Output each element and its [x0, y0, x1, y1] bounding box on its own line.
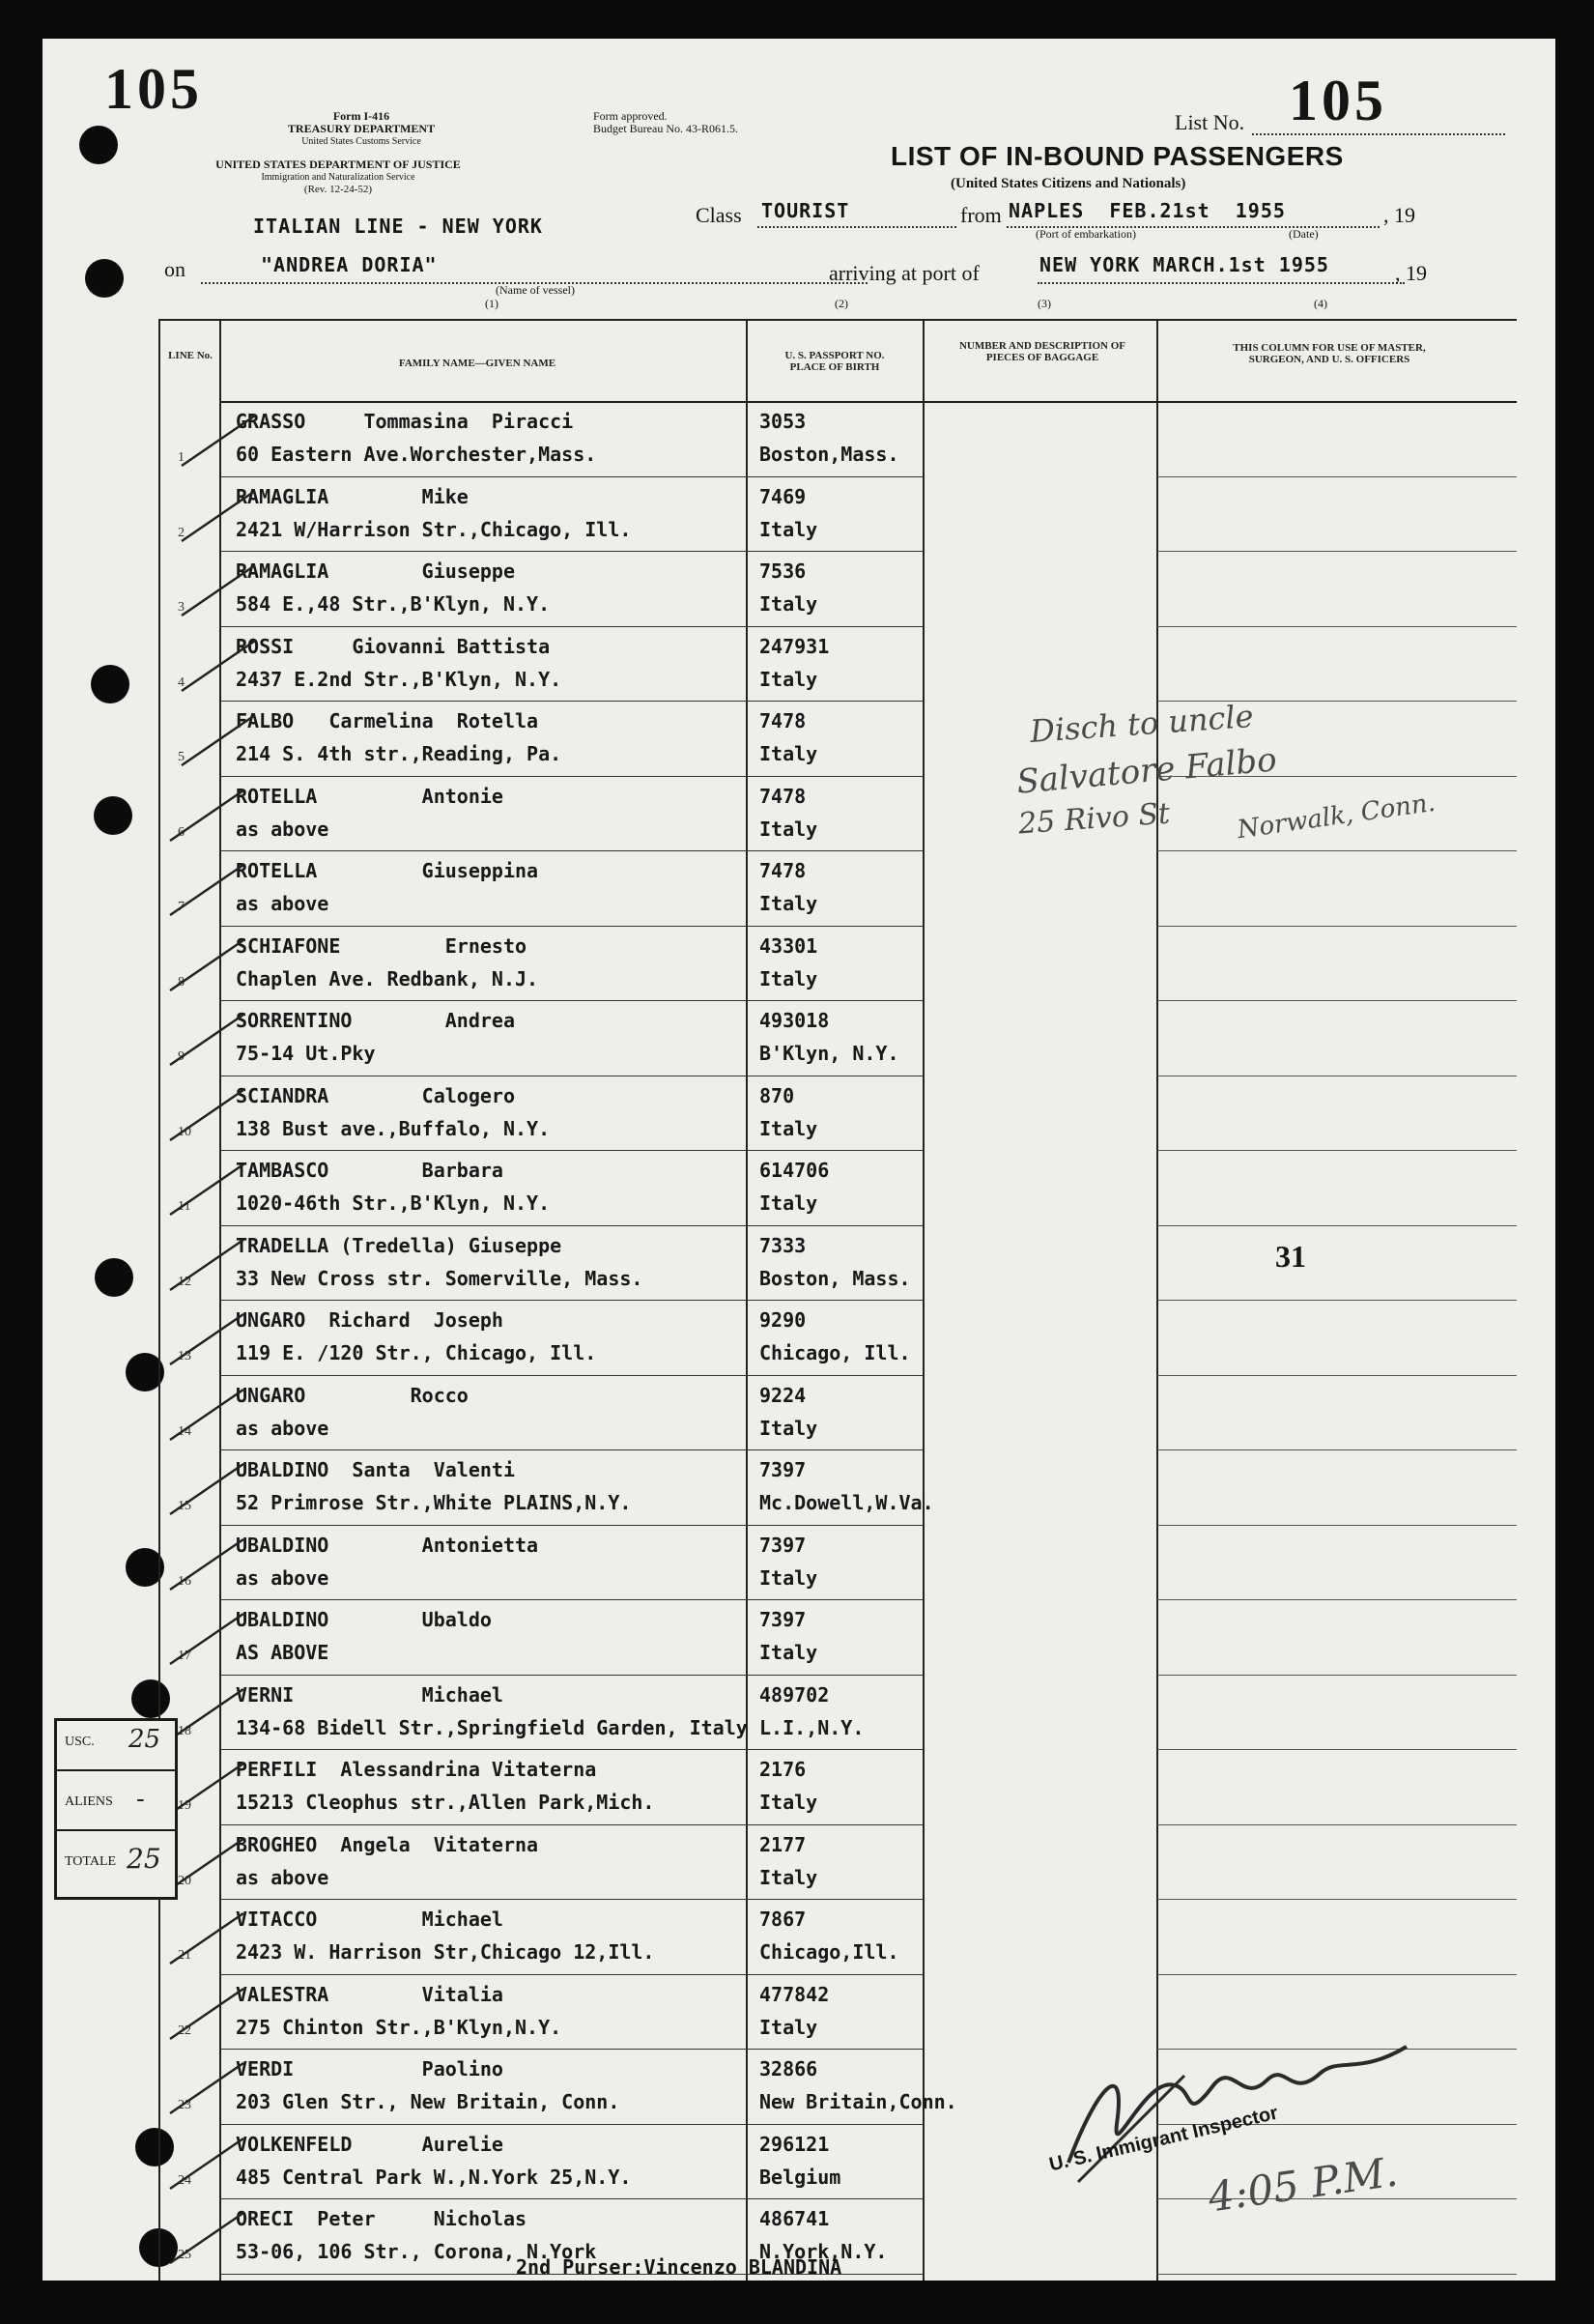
place-of-birth: Italy: [759, 1116, 818, 1140]
row-separator-right: [1157, 476, 1517, 477]
place-of-birth: Italy: [759, 1565, 818, 1590]
place-of-birth: Mc.Dowell,W.Va.: [759, 1491, 934, 1514]
table-top-border: [158, 319, 1517, 321]
check-mark-icon: [166, 1161, 253, 1219]
check-mark-icon: [178, 711, 265, 769]
place-of-birth: N.York,N.Y.: [759, 2240, 888, 2263]
passenger-name: VOLKENFELD Aurelie: [236, 2132, 503, 2156]
line-number: 24: [178, 2172, 191, 2188]
header-baggage: NUMBER AND DESCRIPTION OF PIECES OF BAGGAGE: [958, 340, 1126, 363]
passenger-address: 2437 E.2nd Str.,B'Klyn, N.Y.: [236, 667, 562, 691]
header-line-no: LINE No.: [168, 350, 213, 361]
row-separator: [220, 1675, 923, 1676]
passenger-address: 1020-46th Str.,B'Klyn, N.Y.: [236, 1191, 551, 1215]
row-separator: [220, 1974, 923, 1975]
column-number-4: (4): [1314, 297, 1327, 310]
class-value: TOURIST: [761, 199, 850, 222]
purser-signature-line: 2nd Purser:Vincenzo BLANDINA: [516, 2255, 842, 2279]
check-mark-icon: [166, 1835, 253, 1893]
line-number: 22: [178, 2023, 191, 2038]
row-separator-right: [1157, 1375, 1517, 1376]
line-number: 7: [178, 900, 185, 914]
line-number: 16: [178, 1573, 191, 1589]
passenger-name: VALESTRA Vitalia: [236, 1982, 503, 2006]
tally-total-value: 25: [127, 1843, 161, 1875]
check-mark-icon: [166, 1535, 253, 1593]
passport-number: 296121: [759, 2132, 830, 2156]
passenger-name: GRASSO Tommasina Piracci: [236, 410, 574, 433]
row-separator: [220, 551, 923, 552]
port-caption: (Port of embarkation): [1036, 227, 1136, 241]
check-mark-icon: [166, 2209, 253, 2267]
row-separator: [220, 1599, 923, 1600]
passenger-name: PERFILI Alessandrina Vitaterna: [236, 1758, 597, 1781]
place-of-birth: New Britain,Conn.: [759, 2090, 957, 2113]
passport-number: 7333: [759, 1233, 807, 1257]
passenger-name: ROTELLA Giuseppina: [236, 859, 539, 882]
stamp-number-left: 105: [104, 57, 203, 121]
row-separator: [220, 1225, 923, 1226]
passport-number: 7867: [759, 1908, 807, 1931]
line-number: 5: [178, 750, 185, 764]
passport-number: 489702: [759, 1682, 830, 1707]
place-of-birth: Chicago,Ill.: [759, 1940, 899, 1964]
vessel-name: "ANDREA DORIA": [261, 253, 438, 276]
line-number: 20: [178, 1873, 191, 1888]
list-subtitle: (United States Citizens and Nationals): [951, 176, 1186, 191]
treasury-department: TREASURY DEPARTMENT: [287, 122, 436, 135]
row-separator-right: [1157, 850, 1517, 851]
vessel-caption: (Name of vessel): [496, 283, 575, 297]
row-separator: [220, 476, 923, 477]
place-of-birth: Italy: [759, 667, 818, 691]
passenger-address: 214 S. 4th str.,Reading, Pa.: [236, 742, 562, 765]
passenger-address: 138 Bust ave.,Buffalo, N.Y.: [236, 1116, 551, 1140]
customs-service: United States Customs Service: [301, 136, 421, 147]
passenger-name: UBALDINO Antonietta: [236, 1533, 539, 1557]
arriving-line: [1038, 282, 1405, 284]
passport-number: 2176: [759, 1758, 807, 1781]
arriving-value: NEW YORK MARCH.1st 1955: [1039, 253, 1329, 276]
passport-number: 7478: [759, 709, 807, 732]
passport-number: 2177: [759, 1832, 807, 1856]
line-number: 1: [178, 450, 185, 465]
row-separator-right: [1157, 1150, 1517, 1151]
passenger-address: 485 Central Park W.,N.York 25,N.Y.: [236, 2165, 632, 2189]
check-mark-icon: [178, 487, 265, 545]
tally-usc-value: 25: [128, 1725, 161, 1754]
passenger-address: as above: [236, 1416, 329, 1440]
row-separator: [220, 2049, 923, 2050]
line-number: 12: [178, 1274, 191, 1289]
passenger-address: 15213 Cleophus str.,Allen Park,Mich.: [236, 1791, 655, 1814]
line-number: 17: [178, 1649, 191, 1663]
check-mark-icon: [178, 637, 265, 695]
line-number: 11: [178, 1199, 191, 1214]
row-separator: [220, 1449, 923, 1450]
passenger-address: 75-14 Ut.Pky: [236, 1042, 376, 1065]
immigration-service: Immigration and Naturalization Service: [261, 172, 415, 183]
passenger-name: UBALDINO Ubaldo: [236, 1608, 492, 1631]
passenger-name: TRADELLA (Tredella) Giuseppe: [236, 1233, 562, 1257]
row-separator-right: [1157, 1599, 1517, 1600]
passport-number: 7397: [759, 1608, 807, 1631]
passenger-address: 53-06, 106 Str., Corona, N.York: [236, 2240, 597, 2263]
passenger-address: as above: [236, 892, 329, 915]
passenger-name: FALBO Carmelina Rotella: [236, 709, 539, 732]
list-no-line: [1252, 133, 1505, 135]
line-number: 4: [178, 674, 185, 690]
row-separator: [220, 1824, 923, 1825]
check-mark-icon: [166, 1985, 253, 2043]
row-separator: [220, 1300, 923, 1301]
budget-bureau: Budget Bureau No. 43-R061.5.: [593, 122, 738, 135]
check-mark-icon: [166, 1086, 253, 1144]
passenger-address: as above: [236, 817, 329, 841]
handwritten-note-line3: 25 Rivo St: [1016, 796, 1172, 842]
passenger-name: BROGHEO Angela Vitaterna: [236, 1832, 539, 1856]
from-label: from: [960, 203, 1002, 227]
passenger-address: as above: [236, 1565, 329, 1590]
check-mark-icon: [166, 1760, 253, 1818]
passport-number: 7478: [759, 784, 807, 808]
line-number: 8: [178, 974, 185, 990]
handwritten-note-line4: Norwalk, Conn.: [1235, 788, 1437, 846]
row-separator-right: [1157, 1675, 1517, 1676]
row-separator-right: [1157, 626, 1517, 627]
punch-hole: [79, 126, 118, 164]
form-approved: Form approved.: [593, 109, 668, 123]
list-title: LIST OF IN-BOUND PASSENGERS: [891, 141, 1344, 171]
passenger-address: 2423 W. Harrison Str,Chicago 12,Ill.: [236, 1940, 655, 1964]
place-of-birth: Italy: [759, 1416, 818, 1440]
place-of-birth: Italy: [759, 2015, 818, 2039]
punch-hole: [95, 1258, 133, 1297]
place-of-birth: Italy: [759, 592, 818, 616]
table-left-border: [158, 319, 160, 2281]
line-number: 10: [178, 1124, 191, 1139]
place-of-birth: Italy: [759, 892, 818, 915]
check-mark-icon: [178, 412, 265, 470]
check-mark-icon: [166, 1610, 253, 1668]
row-separator-right: [1157, 1525, 1517, 1526]
row-separator: [220, 1000, 923, 1001]
passport-number: 32866: [759, 2057, 818, 2080]
place-of-birth: Italy: [759, 966, 818, 990]
place-of-birth: Italy: [759, 1191, 818, 1215]
check-mark-icon: [166, 861, 253, 919]
row-separator-right: [1157, 926, 1517, 927]
row-separator-right: [1157, 1899, 1517, 1900]
row-separator: [220, 1749, 923, 1750]
row-separator-right: [1157, 1300, 1517, 1301]
col-divider-passport: [923, 319, 925, 2281]
passenger-name: RAMAGLIA Mike: [236, 484, 469, 508]
justice-department: UNITED STATES DEPARTMENT OF JUSTICE: [215, 158, 461, 171]
passport-number: 7469: [759, 484, 807, 508]
check-mark-icon: [166, 2135, 253, 2193]
row-separator: [220, 776, 923, 777]
passenger-name: UNGARO Rocco: [236, 1383, 469, 1407]
passenger-name: SORRENTINO Andrea: [236, 1009, 515, 1032]
passport-number: 477842: [759, 1982, 830, 2006]
place-of-birth: Italy: [759, 817, 818, 841]
passenger-name: ROTELLA Antonie: [236, 784, 503, 808]
passenger-address: 2421 W/Harrison Str.,Chicago, Ill.: [236, 517, 632, 541]
line-number: 2: [178, 525, 185, 540]
tally-total-label: TOTALE: [65, 1854, 117, 1869]
row-separator: [220, 1525, 923, 1526]
check-mark-icon: [166, 1909, 253, 1967]
passenger-name: UNGARO Richard Joseph: [236, 1308, 503, 1332]
place-of-birth: B'Klyn, N.Y.: [759, 1042, 899, 1065]
place-of-birth: Boston,Mass.: [759, 443, 899, 466]
year-suffix: , 19: [1383, 203, 1415, 227]
passport-number: 870: [759, 1083, 795, 1107]
line-number: 19: [178, 1798, 191, 1813]
check-mark-icon: [166, 936, 253, 994]
tally-usc-label: USC.: [65, 1735, 95, 1749]
place-of-birth: Italy: [759, 517, 818, 541]
passenger-name: ROSSI Giovanni Battista: [236, 634, 551, 658]
line-number: 21: [178, 1948, 191, 1963]
passenger-address: AS ABOVE: [236, 1641, 329, 1664]
form-number: Form I-416: [332, 109, 390, 123]
line-number: 15: [178, 1499, 191, 1513]
row-separator: [220, 2124, 923, 2125]
line-number: 18: [178, 1723, 191, 1738]
check-mark-icon: [166, 1011, 253, 1069]
inspector-caption: U. S. Immigrant Inspector: [1047, 2102, 1281, 2176]
place-of-birth: Italy: [759, 742, 818, 765]
passenger-address: 203 Glen Str., New Britain, Conn.: [236, 2090, 620, 2113]
passenger-address: 584 E.,48 Str.,B'Klyn, N.Y.: [236, 592, 551, 616]
arriving-year-suffix: , 19: [1395, 261, 1427, 285]
place-of-birth: Boston, Mass.: [759, 1266, 911, 1290]
passenger-name: UBALDINO Santa Valenti: [236, 1458, 515, 1481]
line-number: 9: [178, 1049, 185, 1064]
handwritten-note-line1: Disch to uncle: [1028, 697, 1255, 751]
column-number-1: (1): [485, 297, 498, 310]
place-of-birth: Italy: [759, 1791, 818, 1814]
passport-number: 9290: [759, 1308, 807, 1332]
row-separator: [220, 2198, 923, 2199]
column-number-2: (2): [835, 297, 848, 310]
passenger-name: RAMAGLIA Giuseppe: [236, 559, 515, 583]
check-mark-icon: [166, 787, 253, 845]
shipping-line: ITALIAN LINE - NEW YORK: [253, 215, 543, 238]
line-number: 25: [178, 2248, 191, 2262]
passenger-name: SCIANDRA Calogero: [236, 1083, 515, 1107]
passenger-address: 60 Eastern Ave.Worchester,Mass.: [236, 443, 597, 466]
header-name: FAMILY NAME—GIVEN NAME: [398, 358, 556, 369]
passport-number: 7536: [759, 559, 807, 583]
row-separator: [220, 1375, 923, 1376]
passport-number: 7478: [759, 859, 807, 882]
passenger-address: as above: [236, 1865, 329, 1889]
line-number: 13: [178, 1349, 191, 1363]
row-separator-right: [1157, 1449, 1517, 1450]
passenger-address: 134-68 Bidell Str.,Springfield Garden, Italy: [236, 1715, 748, 1739]
row-separator-right: [1157, 551, 1517, 552]
inspection-time: 4:05 P.M.: [1205, 2147, 1401, 2222]
check-mark-icon: [166, 2059, 253, 2117]
passport-number: 7397: [759, 1458, 807, 1481]
passenger-name: SCHIAFONE Ernesto: [236, 933, 527, 958]
passport-number: 247931: [759, 634, 830, 658]
punch-hole: [91, 665, 129, 703]
passenger-name: VERDI Paolino: [236, 2057, 503, 2080]
row-separator: [220, 626, 923, 627]
passenger-address: 33 New Cross str. Somerville, Mass.: [236, 1266, 643, 1290]
row-separator-right: [1157, 1974, 1517, 1975]
form-revision: (Rev. 12-24-52): [303, 184, 373, 195]
passenger-name: VITACCO Michael: [236, 1908, 503, 1931]
check-mark-icon: [166, 1685, 253, 1743]
passenger-name: VERNI Michael: [236, 1682, 503, 1707]
passenger-address: 52 Primrose Str.,White PLAINS,N.Y.: [236, 1491, 632, 1514]
row-separator: [220, 1899, 923, 1900]
row-separator-right: [1157, 1749, 1517, 1750]
handwritten-note-line2: Salvatore Falbo: [1014, 740, 1279, 802]
line-number: 23: [178, 2098, 191, 2112]
row-separator-right: [1157, 1824, 1517, 1825]
passport-number: 493018: [759, 1009, 830, 1032]
place-of-birth: Italy: [759, 1865, 818, 1889]
line-number: 6: [178, 824, 185, 840]
passenger-name: TAMBASCO Barbara: [236, 1159, 503, 1182]
passenger-name: ORECI Peter Nicholas: [236, 2207, 527, 2230]
passport-number: 486741: [759, 2207, 830, 2230]
punch-hole: [94, 796, 132, 835]
row-separator-right: [1157, 1000, 1517, 1001]
passenger-address: Chaplen Ave. Redbank, N.J.: [236, 966, 539, 990]
header-passport: U. S. PASSPORT NO. PLACE OF BIRTH: [784, 350, 885, 373]
count-annotation: 31: [1275, 1239, 1306, 1274]
passenger-address: 119 E. /120 Str., Chicago, Ill.: [236, 1341, 597, 1364]
check-mark-icon: [166, 1236, 253, 1294]
on-label: on: [164, 257, 185, 281]
place-of-birth: Belgium: [759, 2165, 841, 2189]
passport-number: 3053: [759, 410, 807, 433]
place-of-birth: Italy: [759, 1641, 818, 1664]
row-separator: [220, 701, 923, 702]
line-number: 3: [178, 600, 185, 615]
passport-number: 43301: [759, 933, 818, 958]
date-caption: (Date): [1289, 227, 1319, 241]
row-separator: [220, 850, 923, 851]
header-bottom-border: [220, 401, 1517, 403]
row-separator-right: [1157, 1225, 1517, 1226]
passport-number: 9224: [759, 1383, 807, 1407]
arriving-label: arriving at port of: [829, 261, 980, 285]
tally-aliens-label: ALIENS: [65, 1794, 113, 1809]
passport-number: 614706: [759, 1159, 830, 1182]
list-no-label: List No.: [1175, 110, 1245, 134]
class-line: [757, 226, 956, 228]
check-mark-icon: [178, 561, 265, 619]
tally-aliens-value: -: [136, 1785, 145, 1814]
passport-number: 7397: [759, 1533, 807, 1557]
row-separator-right: [1157, 2274, 1517, 2275]
stamp-number-right: 105: [1289, 69, 1387, 132]
column-number-3: (3): [1038, 297, 1051, 310]
from-value: NAPLES FEB.21st 1955: [1009, 199, 1286, 222]
row-separator: [220, 1150, 923, 1151]
check-mark-icon: [166, 1460, 253, 1518]
place-of-birth: L.I.,N.Y.: [759, 1715, 865, 1739]
class-label: Class: [696, 203, 742, 227]
check-mark-icon: [166, 1386, 253, 1444]
check-mark-icon: [166, 1310, 253, 1368]
line-number: 14: [178, 1423, 191, 1439]
tally-box: [54, 1718, 178, 1900]
punch-hole: [131, 1679, 170, 1718]
passenger-address: 275 Chinton Str.,B'Klyn,N.Y.: [236, 2015, 562, 2039]
place-of-birth: Chicago, Ill.: [759, 1341, 911, 1364]
manifest-sheet: [43, 39, 1555, 2281]
punch-hole: [85, 259, 124, 298]
row-separator: [220, 926, 923, 927]
header-officers: THIS COLUMN FOR USE OF MASTER, SURGEON, AND U. S. OFFICERS: [1233, 342, 1426, 365]
